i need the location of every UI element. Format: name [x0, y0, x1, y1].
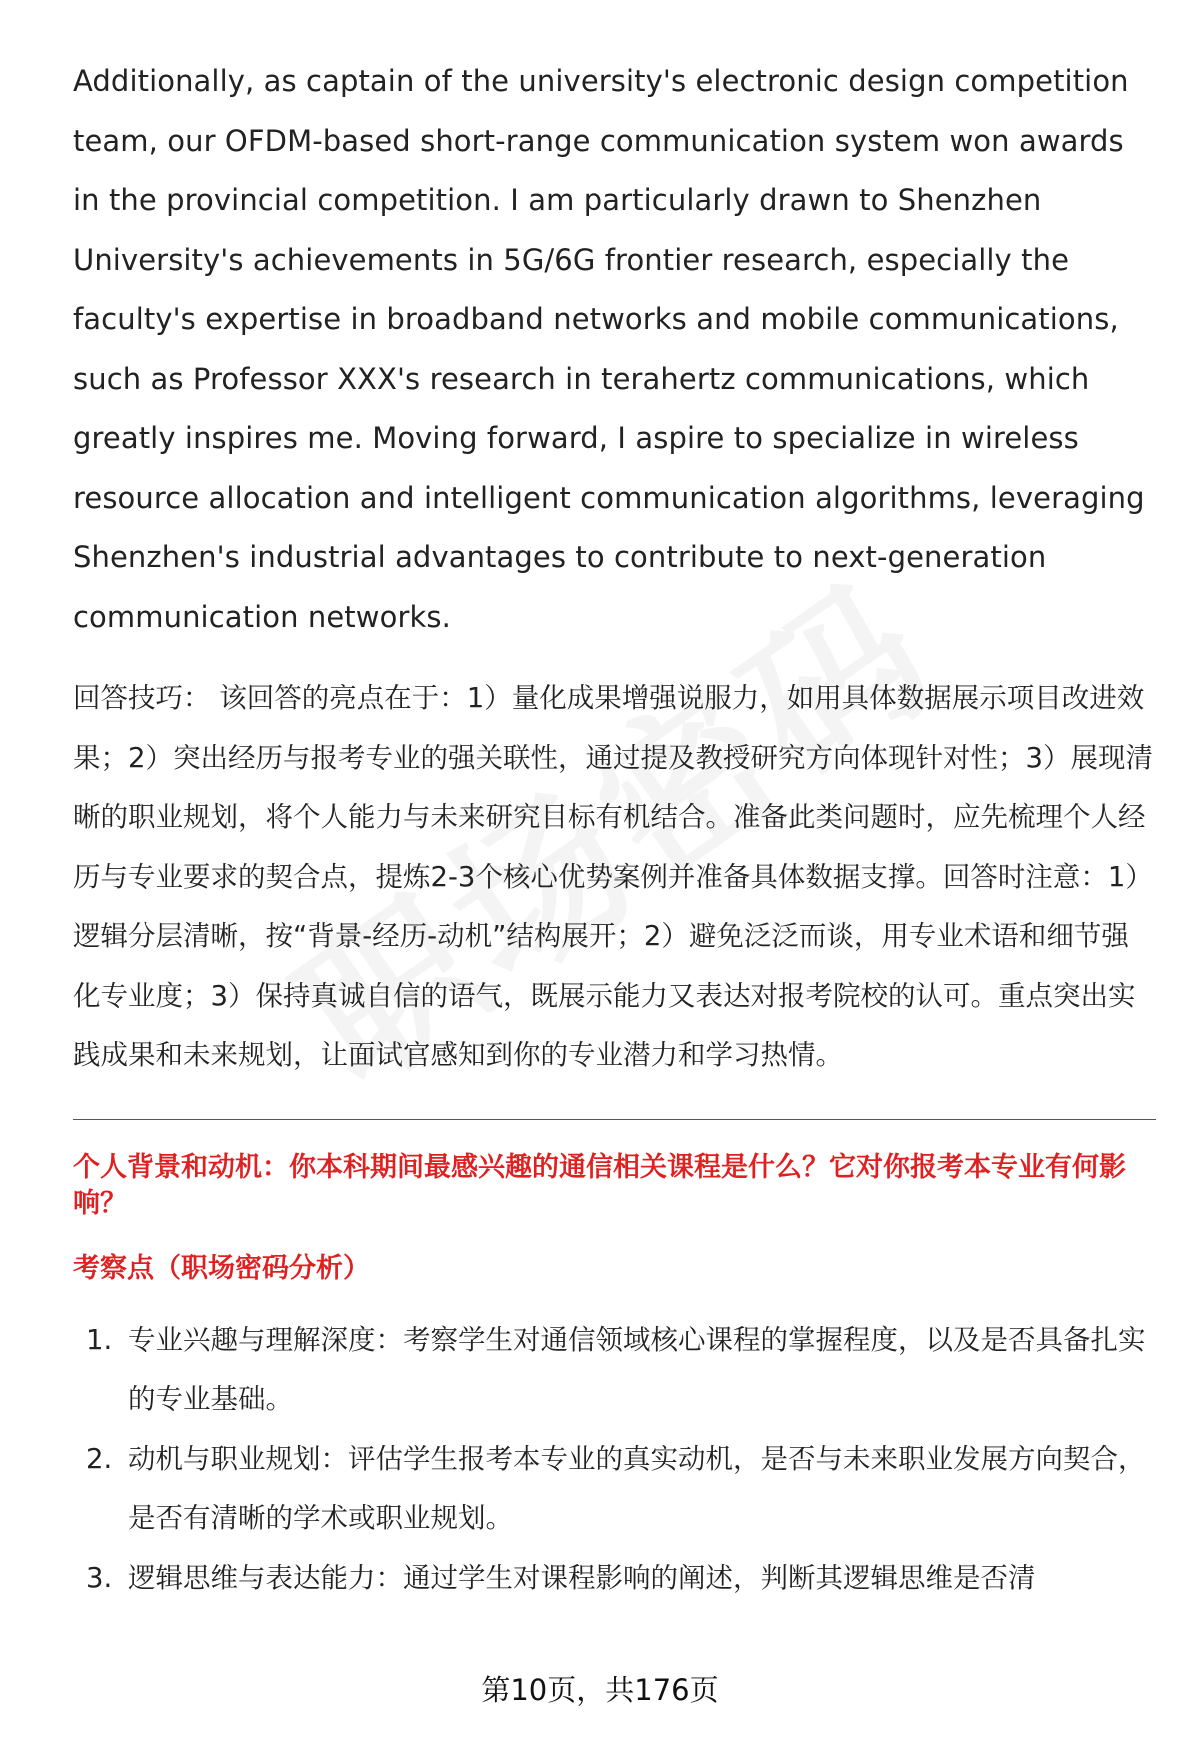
answer-paragraph: Additionally, as captain of the university's electronic design competition team, our OFDM-based short-range communication system won awards in the provincial competition. I am particularly drawn to Shenzhen University's achievements in 5G/6G frontier research, especially the faculty's expertise in broadband networks and mobile communications, such as Professor XXX's research in terahertz communications, which greatly inspires me. Moving forward, I aspire to specialize in wireless resource allocation and intelligent communication algorithms, leveraging Shenzhen's industrial advantages to contribute to next-generation communication networks. — [73, 64, 1145, 634]
list-item-number: 2. — [86, 1442, 113, 1475]
list-item — [73, 1311, 1156, 1430]
page-number-footer: 第10页，共176页 — [481, 1673, 719, 1707]
list-item-text: 动机与职业规划：评估学生报考本专业的真实动机，是否与未来职业发展方向契合，是否有清晰的学术或职业规划。 — [128, 1442, 1146, 1534]
section-divider — [73, 1119, 1156, 1120]
list-item-number: 3. — [86, 1561, 113, 1594]
list-item-text: 专业兴趣与理解深度：考察学生对通信领域核心课程的掌握程度，以及是否具备扎实的专业基础。 — [128, 1323, 1146, 1415]
list-item-number: 1. — [86, 1323, 113, 1356]
assessment-points-heading: 考察点（职场密码分析） — [73, 1252, 370, 1284]
answer-tips-paragraph: 回答技巧： 该回答的亮点在于：1）量化成果增强说服力，如用具体数据展示项目改进效果；2）突出经历与报考专业的强关联性，通过提及教授研究方向体现针对性；3）展现清晰的职业规划，将个人能力与未来研究目标有机结合。准备此类问题时，应先梳理个人经历与专业要求的契合点，提炼2-3个核心优势案例并准备具体数据支撑。回答时注意：1）逻辑分层清晰，按“背景-经历-动机”结构展开；2）避免泛泛而谈，用专业术语和细节强化专业度；3）保持真诚自信的语气，既展示能力又表达对报考院校的认可。重点突出实践成果和未来规划，让面试官感知到你的专业潜力和学习热情。 — [73, 682, 1153, 1071]
question-title: 个人背景和动机：你本科期间最感兴趣的通信相关课程是什么？它对你报考本专业有何影响？ — [73, 1151, 1126, 1219]
page-content — [73, 52, 1156, 1608]
list-item-text: 逻辑思维与表达能力：通过学生对课程影响的阐述，判断其逻辑思维是否清 — [128, 1561, 1036, 1594]
list-item — [73, 1430, 1156, 1549]
list-item — [73, 1549, 1156, 1609]
assessment-points-list — [73, 1311, 1156, 1609]
